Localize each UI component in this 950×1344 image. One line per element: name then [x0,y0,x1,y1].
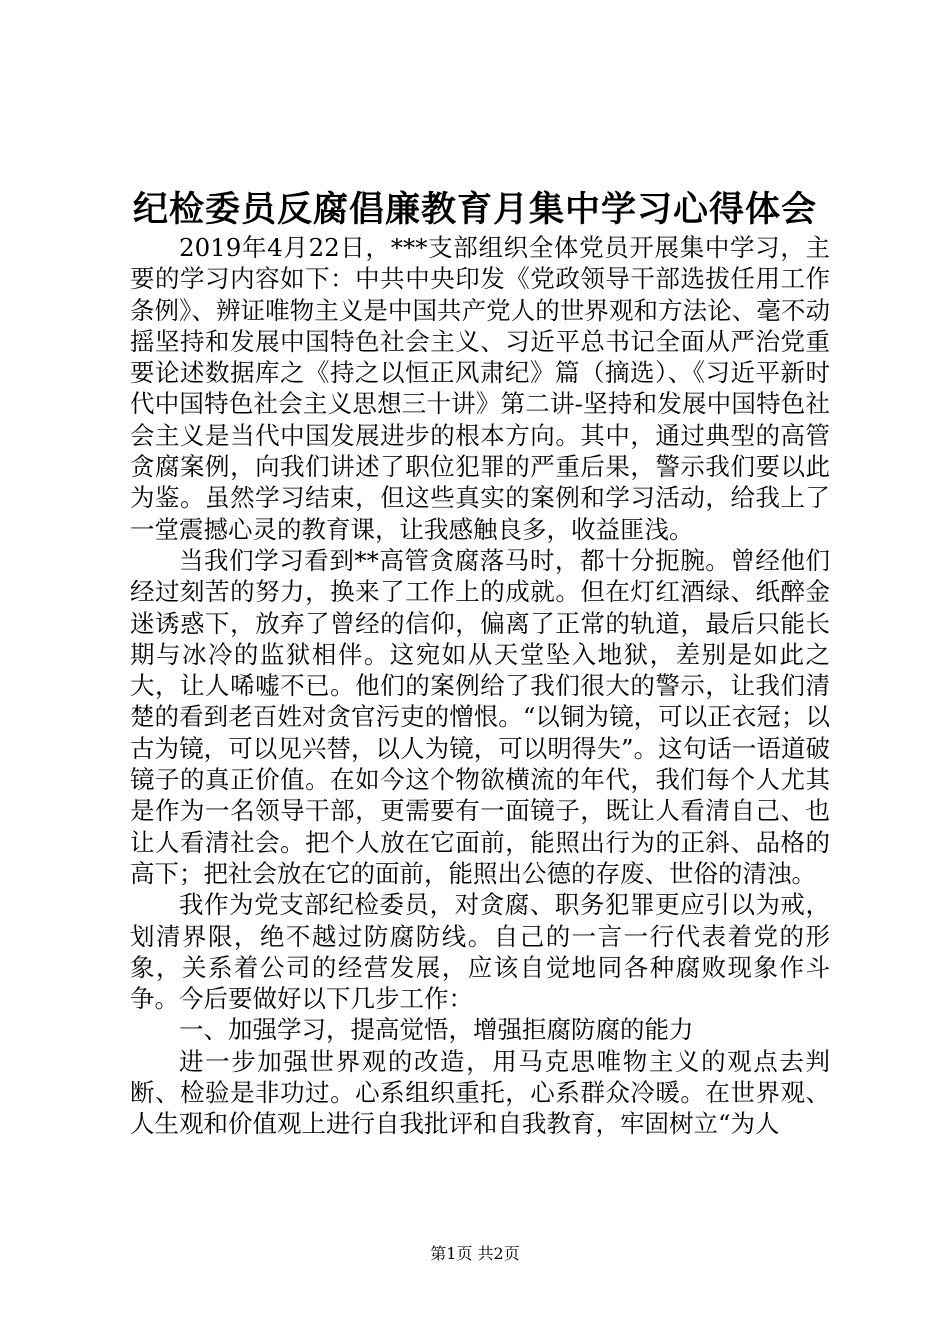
page-footer: 第1页 共2页 [430,1244,520,1263]
document-body [130,232,830,1140]
paragraph-1: 2019年4月22日，***支部组织全体党员开展集中学习，主要的学习内容如下：中共中央印发《党政领导干部选拔任用工作条例》、辨证唯物主义是中国共产党人的世界观和方法论、毫不动摇坚持和发展中国特色社会主义、习近平总书记全面从严治党重要论述数据库之《持之以恒正风肃纪》篇（摘选）、《习近平新时代中国特色社会主义思想三十讲》第二讲-坚持和发展中国特色社会主义是当代中国发展进步的根本方向。其中，通过典型的高管贪腐案例，向我们讲述了职位犯罪的严重后果，警示我们要以此为鉴。虽然学习结束，但这些真实的案例和学习活动，给我上了一堂震撼心灵的教育课，让我感触良多，收益匪浅。 [130,233,830,544]
paragraph-2: 当我们学习看到**高管贪腐落马时，都十分扼腕。曾经他们经过刻苦的努力，换来了工作上的成就。但在灯红酒绿、纸醉金迷诱惑下，放弃了曾经的信仰，偏离了正常的轨道，最后只能长期与冰冷的监狱相伴。这宛如从天堂坠入地狱，差别是如此之大，让人唏嘘不已。他们的案例给了我们很大的警示，让我们清楚的看到老百姓对贪官污吏的憎恨。“以铜为镜，可以正衣冠；以古为镜，可以见兴替，以人为镜，可以明得失”。这句话一语道破镜子的真正价值。在如今这个物欲横流的年代，我们每个人尤其是作为一名领导干部，更需要有一面镜子，既让人看清自己、也让人看清社会。把个人放在它面前，能照出行为的正斜、品格的高下；把社会放在它的面前，能照出公德的存废、世俗的清浊。 [130,545,830,888]
section-heading-1: 一、加强学习，提高觉悟，增强拒腐防腐的能力 [179,1015,694,1045]
paragraph-4: 进一步加强世界观的改造，用马克思唯物主义的观点去判断、检验是非功过。心系组织重托，心系群众冷暖。在世界观、人生观和价值观上进行自我批评和自我教育，牢固树立“为人 [130,1046,830,1139]
paragraph-3: 我作为党支部纪检委员，对贪腐、职务犯罪更应引以为戒，划清界限，绝不越过防腐防线。自己的一言一行代表着党的形象，关系着公司的经营发展，应该自觉地同各种腐败现象作斗争。今后要做好以下几步工作： [130,890,830,1014]
document-title: 纪检委员反腐倡廉教育月集中学习心得体会 [132,189,817,230]
